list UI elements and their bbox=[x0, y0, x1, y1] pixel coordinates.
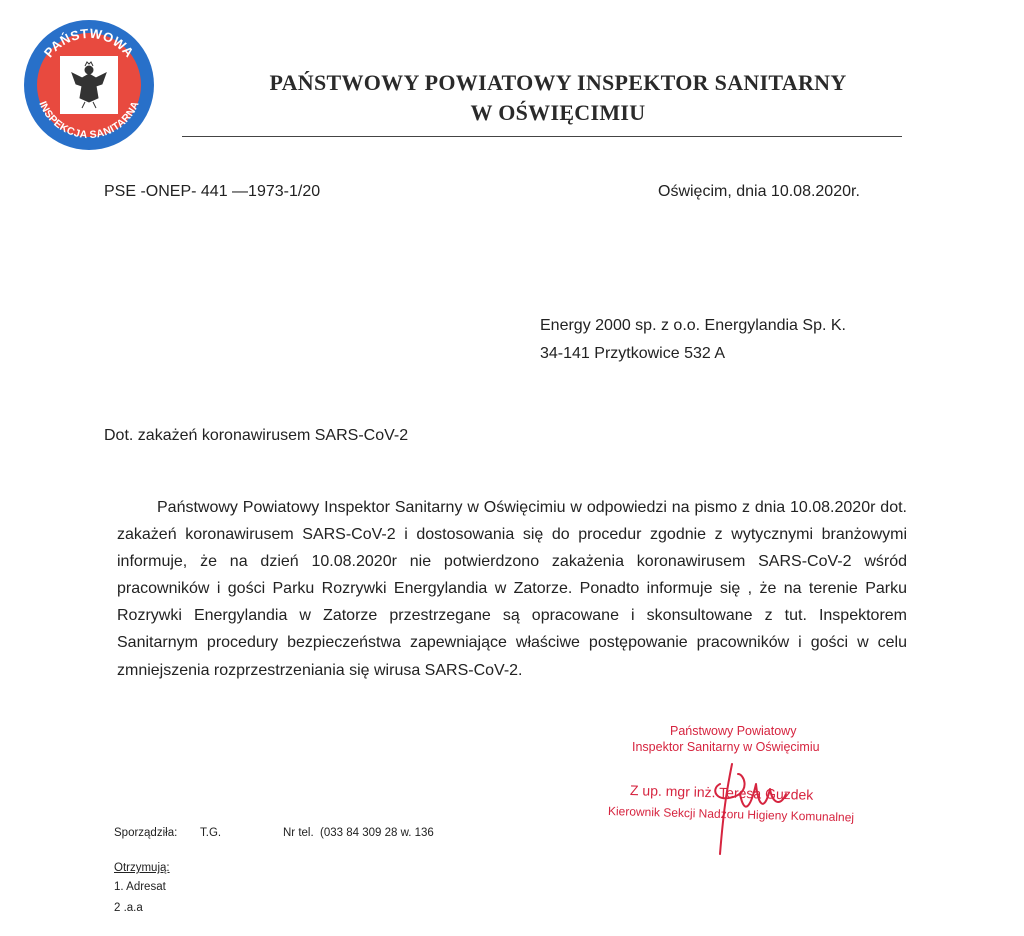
stamp-line1: Państwowy Powiatowy bbox=[670, 724, 797, 738]
logo-text-top: PAŃSTWOWA bbox=[40, 25, 138, 61]
handwritten-signature bbox=[640, 744, 840, 864]
prepared-by-label: Sporządziła: bbox=[114, 827, 178, 839]
receiver-item: 2 .a.a bbox=[114, 902, 143, 914]
header-divider bbox=[182, 136, 902, 137]
letter-subject: Dot. zakażeń koronawirusem SARS-CoV-2 bbox=[104, 427, 409, 444]
sanitary-inspection-logo bbox=[22, 18, 156, 152]
reference-number: PSE -ONEP- 441 —1973-1/20 bbox=[104, 183, 321, 200]
phone-value: (033 84 309 28 w. 136 bbox=[320, 827, 434, 839]
stamp-line2: Inspektor Sanitarny w Oświęcimiu bbox=[632, 740, 820, 754]
header-title-line2: W OŚWIĘCIMIU bbox=[470, 100, 646, 125]
letter-body: Państwowy Powiatowy Inspektor Sanitarny w Oświęcimiu w odpowiedzi na pismo z dnia 10.08.2020r dot. zakażeń koronawirusem SARS-CoV-2 i dostosowania się do procedur zgodnie z wytycznymi branżowymi informuje, że na dzień 10.08.2020r nie potwierdzono zakażenia koronawirusem SARS-CoV-2 wśród pracowników i gości Parku Rozrywki Energylandia w Zatorze. Ponadto informuje się , że na terenie Parku Rozrywki Energylandia w Zatorze przestrzegane są opracowane i skonsultowane z tut. Inspektorem Sanitarnym procedury bezpieczeństwa zapewniające właściwe postępowanie pracowników i gości w celu zmniejszenia rozprzestrzeniania się wirusa SARS-CoV-2. bbox=[117, 499, 907, 679]
logo-text-bottom: INSPEKCJA SANITARNA bbox=[36, 99, 142, 142]
document-date: Oświęcim, dnia 10.08.2020r. bbox=[658, 183, 860, 200]
prepared-by-value: T.G. bbox=[200, 827, 222, 839]
recipient-address: 34-141 Przytkowice 532 A bbox=[540, 345, 725, 362]
recipient-name: Energy 2000 sp. z o.o. Energylandia Sp. K. bbox=[540, 317, 846, 334]
receivers-label: Otrzymują: bbox=[114, 862, 170, 874]
receiver-item: 1. Adresat bbox=[114, 881, 166, 893]
phone-label: Nr tel. bbox=[283, 827, 314, 839]
stamp-signatory: Z up. mgr inż. Teresa Guzdek bbox=[629, 782, 814, 803]
header-title-line1: PAŃSTWOWY POWIATOWY INSPEKTOR SANITARNY bbox=[269, 70, 847, 95]
stamp-position: Kierownik Sekcji Nadzoru Higieny Komunalnej bbox=[607, 804, 855, 825]
